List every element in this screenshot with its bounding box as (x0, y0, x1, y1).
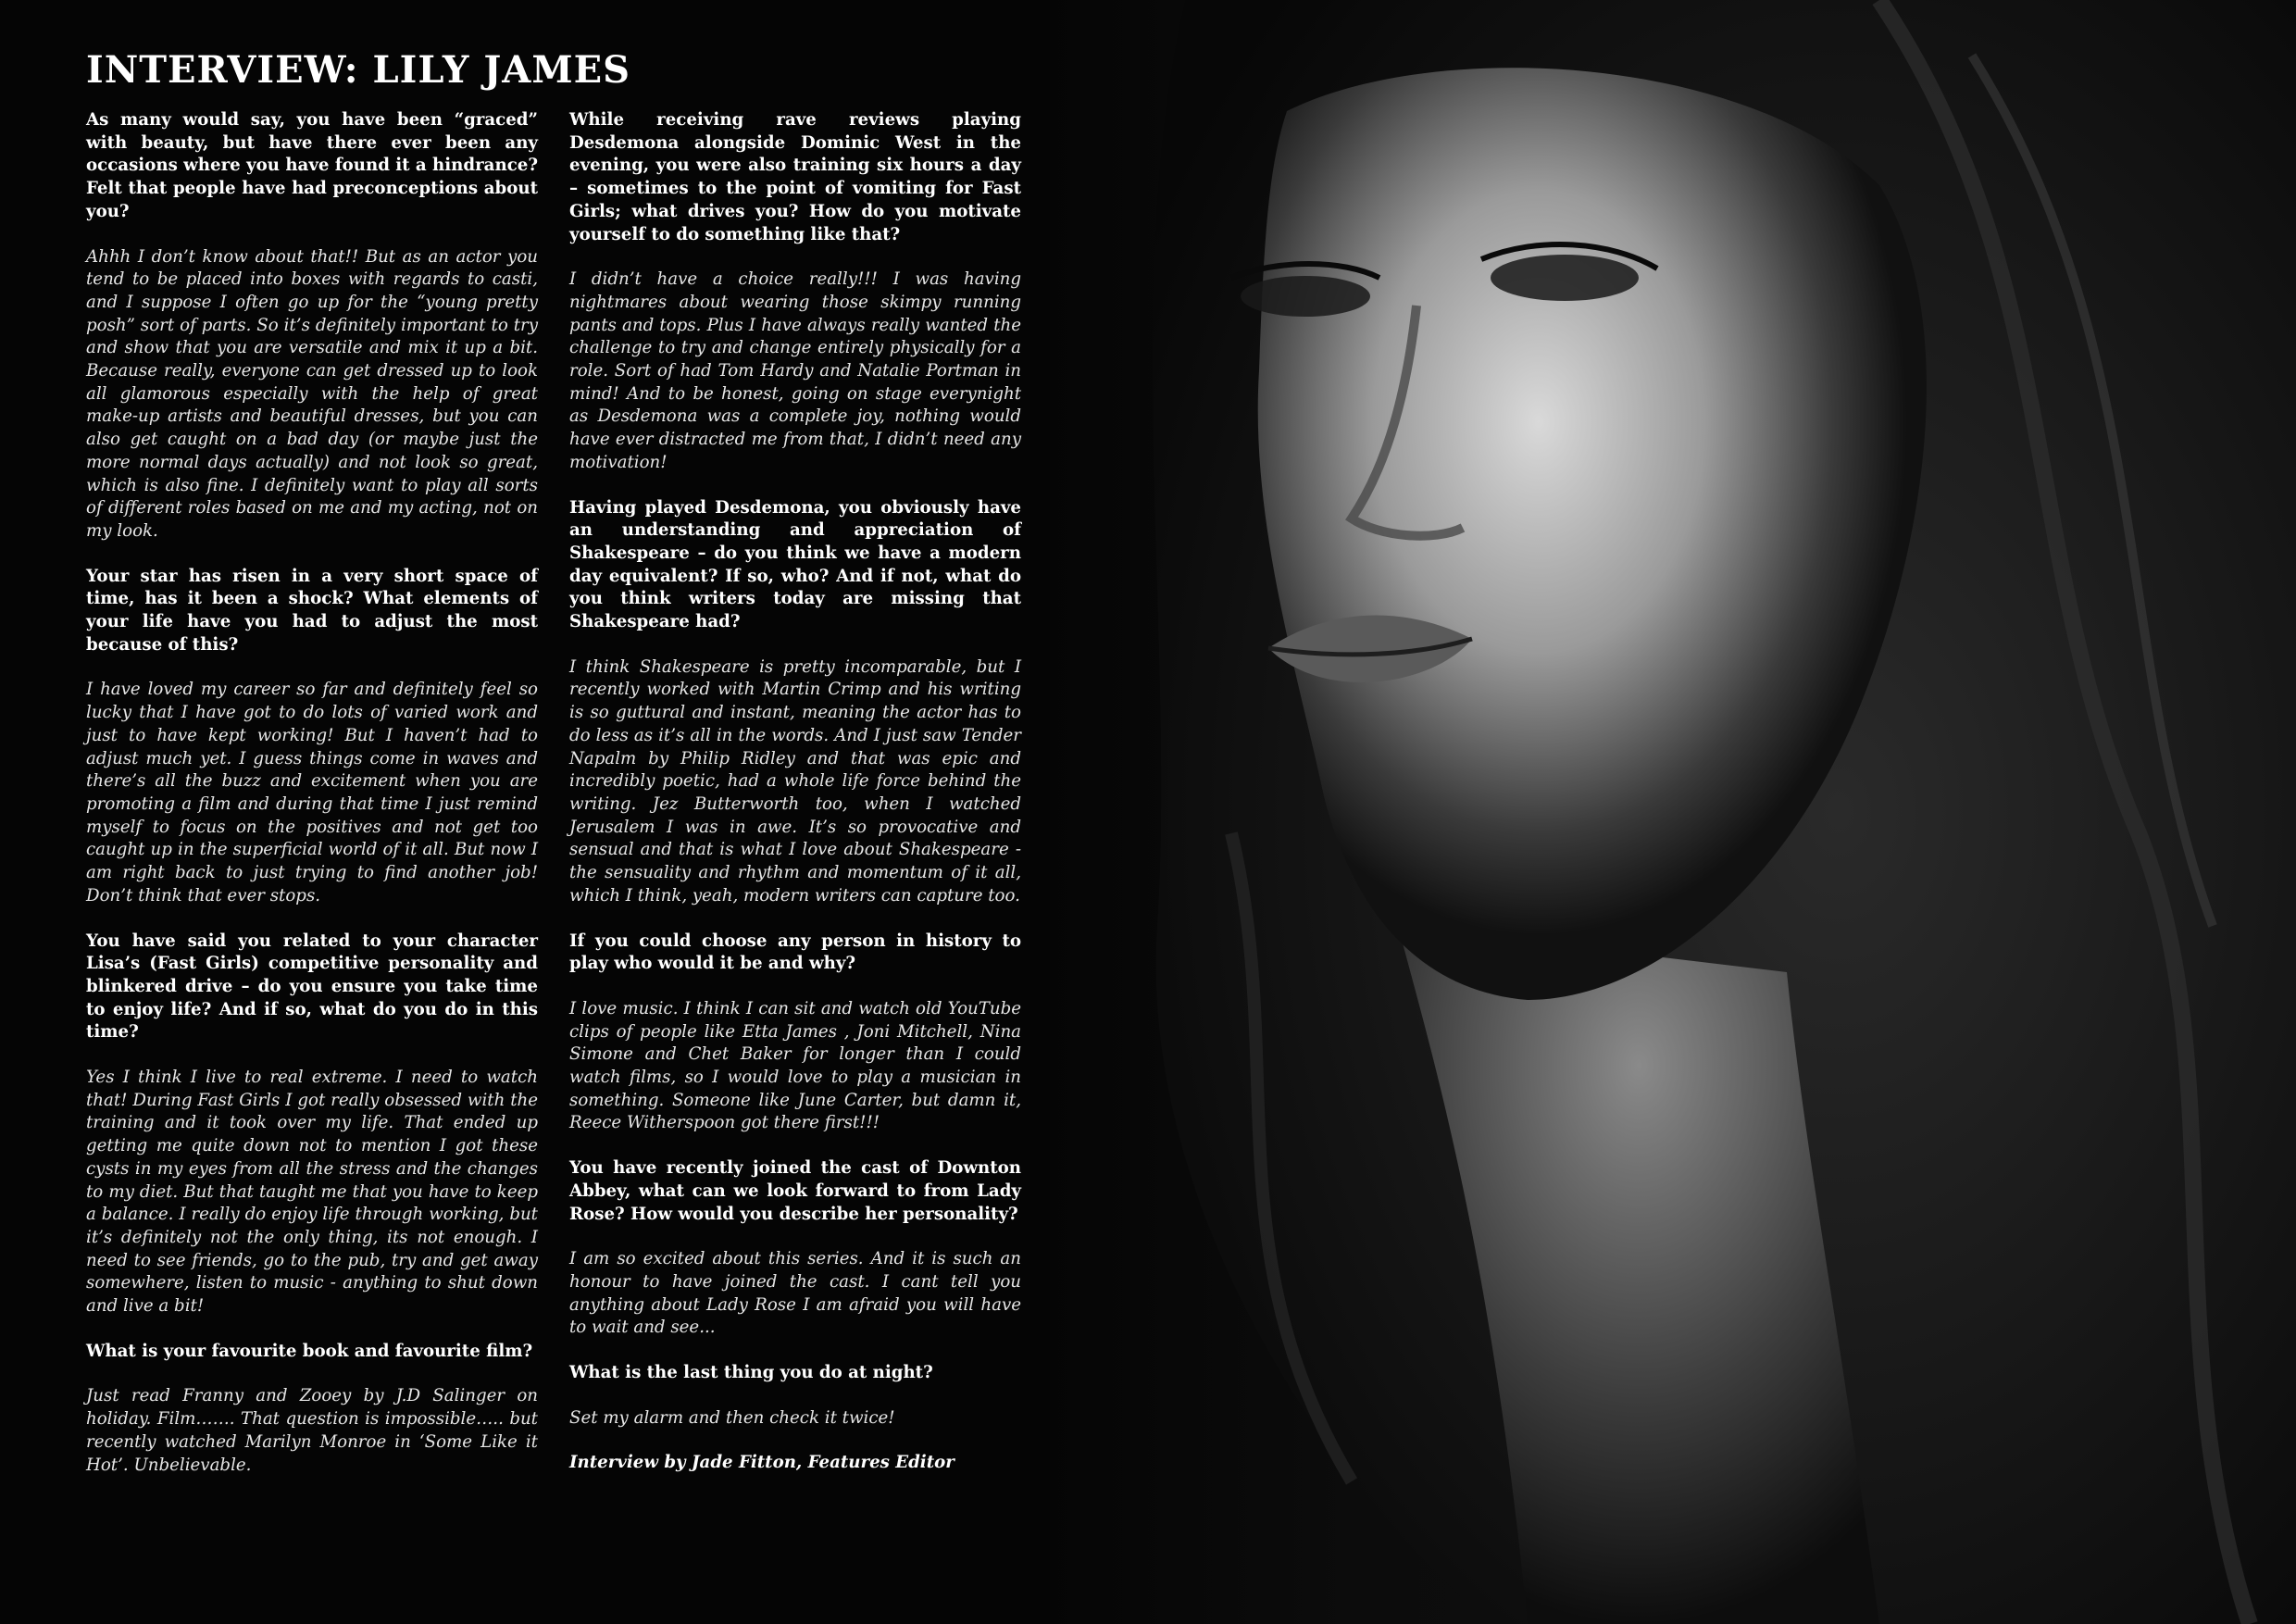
answer-paragraph: Yes I think I live to real extreme. I need to watch that! During Fast Girls I got really obsessed with the training and it took over my life. That ended up getting me quite down not to mention I got these cysts in my eyes from all the stress and the changes to my diet. But that taught me that you have to keep a balance. I really do enjoy life through working, but it’s definitely not the only thing, its not enough. I need to see friends, go to the pub, try and get away somewhere, listen to music - anything to shut down and live a bit! (86, 1068, 538, 1317)
question-paragraph: You have recently joined the cast of Downton Abbey, what can we look forward to from Lady Rose? How would you describe her personality? (569, 1158, 1021, 1224)
portrait-photo (1046, 0, 2296, 1624)
question-paragraph: As many would say, you have been “graced” with beauty, but have there ever been any occasions where you have found it a hindrance? Felt that people have had preconceptions about you? (86, 110, 538, 221)
answer-paragraph: I love music. I think I can sit and watch old YouTube clips of people like Etta James , Joni Mitchell, Nina Simone and Chet Baker for longer than I could watch films, so I would love to play a musician in something. Someone like June Carter, but damn it, Reece Witherspoon got there first!!! (569, 998, 1021, 1133)
question-paragraph: You have said you related to your character Lisa’s (Fast Girls) competitive personality and blinkered drive – do you ensure you take time to enjoy life? And if so, what do you do in this time? (86, 931, 538, 1043)
byline: Interview by Jade Fitton, Features Editor (569, 1453, 955, 1473)
answer-paragraph: Set my alarm and then check it twice! (569, 1407, 895, 1428)
article-title: INTERVIEW: LILY JAMES (86, 48, 630, 92)
answer-paragraph: Just read Franny and Zooey by J.D Salinger on holiday. Film……. That question is impossible….. but recently watched Marilyn Monroe in ‘Some Like it Hot’. Unbelievable. (86, 1386, 538, 1475)
question-paragraph: While receiving rave reviews playing Desdemona alongside Dominic West in the evening, you were also training six hours a day – sometimes to the point of vomiting for Fast Girls; what drives you? How do you motivate yourself to do something like that? (569, 110, 1021, 244)
answer-paragraph: Ahhh I don’t know about that!! But as an actor you tend to be placed into boxes with regards to casti, and I suppose I often go up for the “young pretty posh” sort of parts. So it’s definitely important to try and show that you are versatile and mix it up a bit. Because really, everyone can get dressed up to look all glamorous especially with the help of great make-up artists and beautiful dresses, but you can also get caught on a bad day (or maybe just the more normal days actually) and not look so great, which is also fine. I definitely want to play all sorts of different roles based on me and my acting, not on my look. (86, 246, 538, 541)
right-column (569, 109, 1021, 1497)
answer-paragraph: I think Shakespeare is pretty incomparable, but I recently worked with Martin Crimp and his writing is so guttural and instant, meaning the actor has to do less as it’s all in the words. And I just saw Tender Napalm by Philip Ridley and that was epic and incredibly poetic, had a whole life force behind the writing. Jez Butterworth too, when I watched Jerusalem I was in awe. It’s so provocative and sensual and that is what I love about Shakespeare - the sensuality and rhythm and momentum of it all, which I think, yeah, modern writers can capture too. (569, 656, 1021, 906)
answer-paragraph: I have loved my career so far and definitely feel so lucky that I have got to do lots of varied work and just to have kept working! But I haven’t had to adjust much yet. I guess things come in waves and there’s all the buzz and excitement when you are promoting a film and during that time I just remind myself to focus on the positives and not get too caught up in the superficial world of it all. But now I am right back to just trying to find another job! Don’t think that ever stops. (86, 680, 538, 906)
question-paragraph: If you could choose any person in history to play who would it be and why? (569, 931, 1021, 974)
portrait-illustration (1046, 0, 2296, 1624)
answer-paragraph: I am so excited about this series. And it is such an honour to have joined the cast. I cant tell you anything about Lady Rose I am afraid you will have to wait and see... (569, 1249, 1021, 1338)
question-paragraph: What is your favourite book and favourite film? (86, 1341, 533, 1361)
question-paragraph: Your star has risen in a very short space of time, has it been a shock? What elements of your life have you had to adjust the most because of this? (86, 566, 538, 655)
answer-paragraph: I didn’t have a choice really!!! I was having nightmares about wearing those skimpy running pants and tops. Plus I have always really wanted the challenge to try and change entirely physically for a role. Sort of had Tom Hardy and Natalie Portman in mind! And to be honest, going on stage everynight as Desdemona was a complete joy, nothing would have ever distracted me from that, I didn’t need any motivation! (569, 269, 1021, 472)
left-column (86, 109, 538, 1499)
question-paragraph: What is the last thing you do at night? (569, 1363, 933, 1383)
question-paragraph: Having played Desdemona, you obviously have an understanding and appreciation of Shakespeare – do you think we have a modern day equivalent? If so, who? And if not, what do you think writers today are missing that Shakespeare had? (569, 497, 1021, 632)
